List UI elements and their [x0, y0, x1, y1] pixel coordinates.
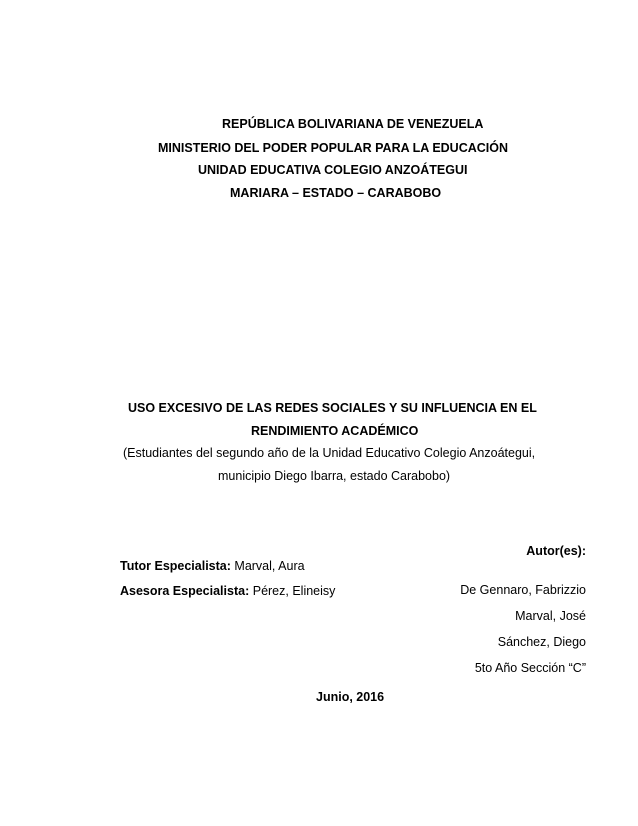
thesis-subtitle-line2: municipio Diego Ibarra, estado Carabobo)	[218, 469, 451, 483]
header-school: UNIDAD EDUCATIVA COLEGIO ANZOÁTEGUI	[198, 163, 468, 177]
author-section: 5to Año Sección “C”	[474, 661, 586, 675]
header-ministry: MINISTERIO DEL PODER POPULAR PARA LA EDUCACIÓN	[158, 141, 509, 155]
header-location: MARIARA – ESTADO – CARABOBO	[230, 186, 442, 200]
asesora-name: Pérez, Elineisy	[252, 584, 336, 598]
author-name: Sánchez, Diego	[497, 635, 586, 649]
document-date: Junio, 2016	[316, 690, 385, 704]
header-republic: REPÚBLICA BOLIVARIANA DE VENEZUELA	[222, 117, 484, 131]
asesora-line	[120, 583, 335, 599]
tutor-line	[120, 558, 305, 574]
thesis-title-line1: USO EXCESIVO DE LAS REDES SOCIALES Y SU INFLUENCIA EN EL	[128, 401, 537, 415]
authors-label: Autor(es):	[526, 544, 586, 558]
author-name: De Gennaro, Fabrizzio	[460, 583, 586, 597]
asesora-label: Asesora Especialista:	[120, 584, 250, 598]
tutor-label: Tutor Especialista:	[120, 559, 231, 573]
author-name: Marval, José	[515, 609, 586, 623]
thesis-title-line2: RENDIMIENTO ACADÉMICO	[251, 424, 419, 438]
thesis-subtitle-line1: (Estudiantes del segundo año de la Unidad Educativo Colegio Anzoátegui,	[123, 446, 536, 460]
tutor-name: Marval, Aura	[234, 559, 305, 573]
